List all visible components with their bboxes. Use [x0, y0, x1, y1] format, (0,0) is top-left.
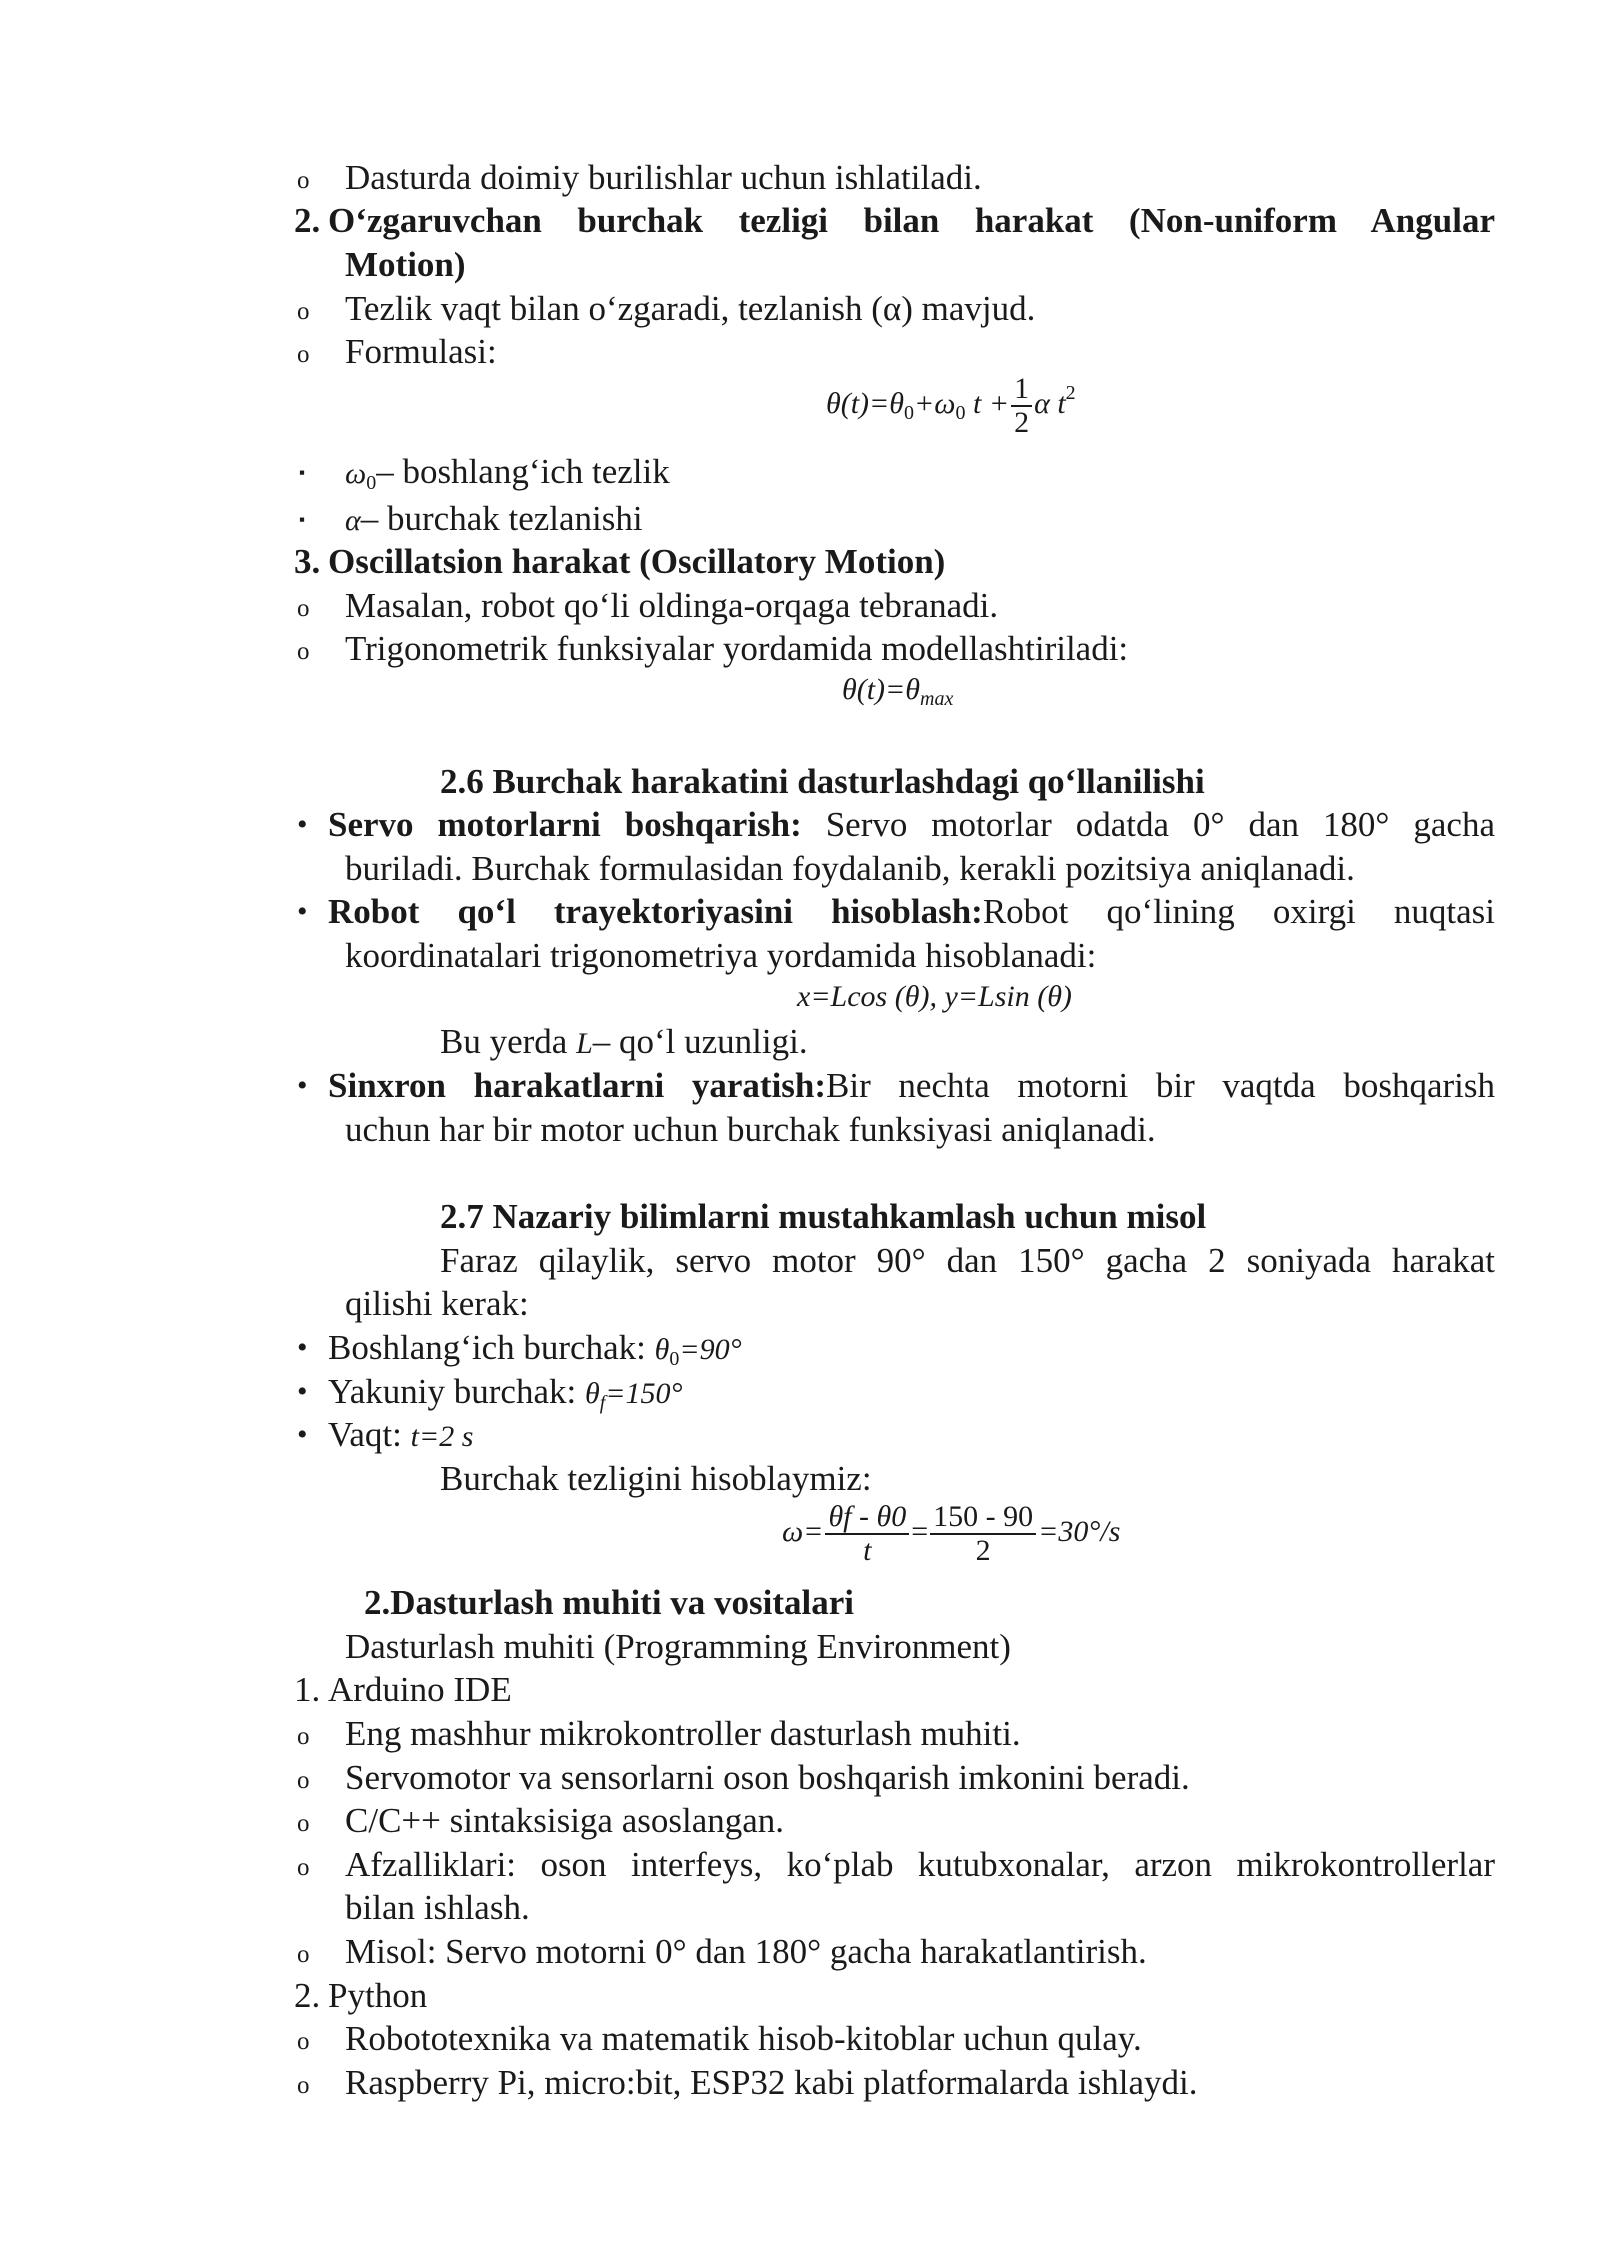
math-value: =90°: [679, 1333, 742, 1366]
list-item-text: Trigonometrik funksiyalar yordamida modellashtiriladi:: [345, 629, 1129, 668]
list-number: 2.: [294, 201, 321, 240]
bullet-circle-icon: o: [297, 298, 310, 325]
formula-text: x=Lcos (θ), y=Lsin (θ): [797, 980, 1072, 1013]
fraction: [825, 1501, 909, 1567]
bullet-square-icon: ▪: [299, 463, 306, 482]
bullet-dot-icon: •: [297, 1418, 308, 1451]
list-item-text: koordinatalari trigonometriya yordamida hisoblanadi:: [345, 936, 1097, 975]
list-item-text: Robot qo‘lining oxirgi nuqtasi: [982, 892, 1495, 931]
list-number: 3.: [294, 542, 321, 581]
math-symbol: α: [345, 504, 361, 537]
list-item-text: Servo motorlar odatda 0° dan 180° gacha: [801, 805, 1495, 844]
bullet-circle-icon: o: [297, 341, 310, 368]
list-item-text: Misol: Servo motorni 0° dan 180° gacha harakatlantirish.: [345, 1932, 1147, 1971]
fraction-numerator: 150 - 90: [930, 1501, 1036, 1535]
list-item-text: Robototexnika va matematik hisob-kitoblar uchun qulay.: [345, 2019, 1142, 2058]
list-item-text: C/C++ sintaksisiga asoslangan.: [345, 1801, 785, 1840]
paragraph-text: Bu yerda: [440, 1022, 577, 1061]
list-item-text: Python: [328, 1976, 428, 2015]
list-item-text: – burchak tezlanishi: [360, 499, 643, 538]
formula-text: =30°/s: [1038, 1515, 1121, 1548]
bullet-circle-icon: o: [297, 1723, 310, 1750]
list-number: 2.: [294, 1976, 321, 2015]
list-item-text: Dasturda doimiy burilishlar uchun ishlatiladi.: [345, 158, 982, 197]
bullet-circle-icon: o: [297, 1854, 310, 1881]
list-item-text: Arduino IDE: [328, 1670, 512, 1709]
list-item-text: Formulasi:: [345, 332, 497, 371]
formula-coordinates: [797, 975, 1072, 1019]
fraction-numerator: 1: [1011, 373, 1032, 407]
paragraph-text: – qo‘l uzunligi.: [592, 1022, 808, 1061]
paragraph-text: Faraz qilaylik, servo motor 90° dan 150° gacha 2 soniyada harakat: [440, 1241, 1495, 1280]
bullet-dot-icon: •: [297, 895, 308, 928]
bullet-dot-icon: •: [297, 1375, 308, 1408]
list-item-text: Bir nechta motorni bir vaqtda boshqarish: [826, 1066, 1495, 1105]
list-item-text: buriladi. Burchak formulasidan foydalanib, kerakli pozitsiya aniqlanadi.: [345, 849, 1355, 888]
list-item-text: Yakuniy burchak:: [328, 1372, 585, 1411]
bullet-circle-icon: o: [297, 595, 310, 622]
bullet-dot-icon: •: [297, 1069, 308, 1102]
math-symbol: ω: [345, 457, 367, 490]
document-page: o Dasturda doimiy burilishlar uchun ishlatiladi. 2. O‘zgaruvchan burchak tezligi bilan harakat (Non-uniform Angular Motion) o Tezlik vaqt bilan o‘zgaradi, tezlanish (α) mavjud. o Formulasi: $\theta(t)=\theta_0+\omega_0$ t + $\frac{1}{2}$ α $t^2$ ▪ $\omega_0-$ boshlang‘ich tezlik ▪ α– burchak tezlanishi 3. Oscillatsion harakat (Oscillatory Motion) o Masalan, robot qo‘li oldinga-orqaga tebranadi. o Trigonometrik funksiyalar yordamida modellashtiriladi: $\theta(t)=\theta_{max}$ 2.6 Burchak harakatini dasturlashdagi qo‘llanilishi • Servo motorlarni boshqarish: Servo motorlar odatda 0° dan 180° gacha buriladi. Burchak formulasidan foydalanib, kerakli pozitsiya aniqlanadi. • Robot qo‘l trayektoriyasini hisoblash:Robot qo‘lining oxirgi nuqtasi koordinatalari trigonometriya yordamida hisoblanadi: x=Lcos (θ), y=Lsin (θ) Bu yerda L– qo‘l uzunligi. • Sinxron harakatlarni yaratish:Bir nechta motorni bir vaqtda boshqarish uchun har bir motor uchun burchak funksiyasi aniqlanadi. 2.7 Nazariy bilimlarni mustahkamlash uchun misol Faraz qilaylik, servo motor 90° dan 150° gacha 2 soniyada harakat qilishi kerak: • Boshlang‘ich burchak: $\theta_0=90^\circ$ • Yakuniy burchak: $\theta_f=150^\circ$ • Vaqt: t=2 s Burchak tezligini hisoblaymiz: ω= $\frac{\theta f - \theta 0}{t}$ = $\frac{150 - 90}{2}$ =30°/s 2.Dasturlash muhiti va vositalari Dasturlash muhiti (Programming Environment) 1. Arduino IDE o Eng mashhur mikrokontroller dasturlash muhiti. o Servomotor va sensorlarni oson boshqarish imkonini beradi. o C/C++ sintaksisiga asoslangan. o Afzalliklari: oson interfeys, ko‘plab kutubxonalar, arzon mikrokontrollerlar bilan ishlash. o Misol: Servo motorni 0° dan 180° gacha harakatlantirish. 2. Python o Robototexnika va matematik hisob-kitoblar uchun qulay. o Raspberry Pi, micro:bit, ESP32 kabi platformalarda ishlaydi.: [0, 0, 1600, 2262]
heading-text: Oscillatsion harakat (Oscillatory Motion): [328, 542, 946, 581]
list-item-text: Vaqt:: [328, 1415, 411, 1454]
fraction-numerator: θf - θ0: [825, 1501, 909, 1535]
list-item-text: bilan ishlash.: [345, 1888, 530, 1927]
formula-angular-position: $\theta(t)=\theta_0+\omega_0$ t + $\frac{1}{2}$ α $t^2$: [826, 372, 1076, 440]
heading-text: Motion): [345, 245, 466, 284]
formula-oscillation: [842, 668, 953, 712]
bullet-circle-icon: o: [297, 2072, 310, 2099]
bullet-circle-icon: o: [297, 638, 310, 665]
bullet-dot-icon: •: [297, 1331, 308, 1364]
formula-text: ω: [934, 387, 956, 420]
list-item-text: – boshlang‘ich tezlik: [376, 452, 670, 491]
list-item-text: Masalan, robot qo‘li oldinga-orqaga tebranadi.: [345, 586, 999, 625]
list-item-text: Eng mashhur mikrokontroller dasturlash muhiti.: [345, 1714, 1021, 1753]
formula-text: ω=: [782, 1515, 824, 1548]
bullet-circle-icon: o: [297, 1941, 310, 1968]
heading-text: 2.Dasturlash muhiti va vositalari: [364, 1583, 855, 1622]
list-item-label: Sinxron harakatlarni yaratish:: [328, 1066, 827, 1105]
formula-subscript: max: [920, 688, 954, 710]
list-item-text: Servomotor va sensorlarni oson boshqarish imkonini beradi.: [345, 1758, 1190, 1797]
bullet-circle-icon: o: [297, 167, 310, 194]
heading-text: 2.7 Nazariy bilimlarni mustahkamlash uchun misol: [440, 1197, 1207, 1236]
list-item-text: Boshlang‘ich burchak:: [328, 1328, 655, 1367]
formula-text: α: [1034, 387, 1050, 420]
list-item-text: Afzalliklari: oson interfeys, ko‘plab kutubxonalar, arzon mikrokontrollerlar: [345, 1845, 1495, 1884]
list-item-text: Raspberry Pi, micro:bit, ESP32 kabi platformalarda ishlaydi.: [345, 2063, 1198, 2102]
list-item-label: Robot qo‘l trayektoriyasini hisoblash:: [328, 892, 983, 931]
formula-angular-velocity: ω= $\frac{\theta f - \theta 0}{t}$ = $\frac{150 - 90}{2}$ =30°/s: [782, 1500, 1121, 1568]
paragraph-text: qilishi kerak:: [345, 1284, 529, 1323]
heading-text: 2.6 Burchak harakatini dasturlashdagi qo‘llanilishi: [440, 762, 1205, 801]
bullet-circle-icon: o: [297, 1810, 310, 1837]
math-value: =150°: [605, 1377, 683, 1410]
bullet-circle-icon: o: [297, 2028, 310, 2055]
bullet-circle-icon: o: [297, 1767, 310, 1794]
fraction: [930, 1501, 1036, 1567]
heading-text: O‘zgaruvchan burchak tezligi bilan harakat (Non-uniform Angular: [328, 201, 1495, 240]
list-item-text: uchun har bir motor uchun burchak funksiyasi aniqlanadi.: [345, 1110, 1156, 1149]
math-symbol: L: [576, 1027, 593, 1060]
fraction-denominator: t: [863, 1534, 872, 1568]
fraction: [1011, 373, 1032, 439]
list-item-text: Tezlik vaqt bilan o‘zgaradi, tezlanish (α) mavjud.: [345, 289, 1036, 328]
paragraph-text: Burchak tezligini hisoblaymiz:: [440, 1459, 872, 1498]
list-item-label: Servo motorlarni boshqarish:: [328, 805, 802, 844]
bullet-square-icon: ▪: [299, 510, 306, 529]
formula-text: θ(t)=θ: [826, 387, 905, 420]
math-value: t=2 s: [410, 1420, 474, 1453]
fraction-denominator: 2: [1014, 406, 1030, 440]
formula-text: θ(t)=θ: [842, 673, 921, 706]
paragraph-text: Dasturlash muhiti (Programming Environment): [345, 1627, 1011, 1666]
bullet-dot-icon: •: [297, 808, 308, 841]
fraction-denominator: 2: [975, 1534, 991, 1568]
list-number: 1.: [294, 1670, 321, 1709]
